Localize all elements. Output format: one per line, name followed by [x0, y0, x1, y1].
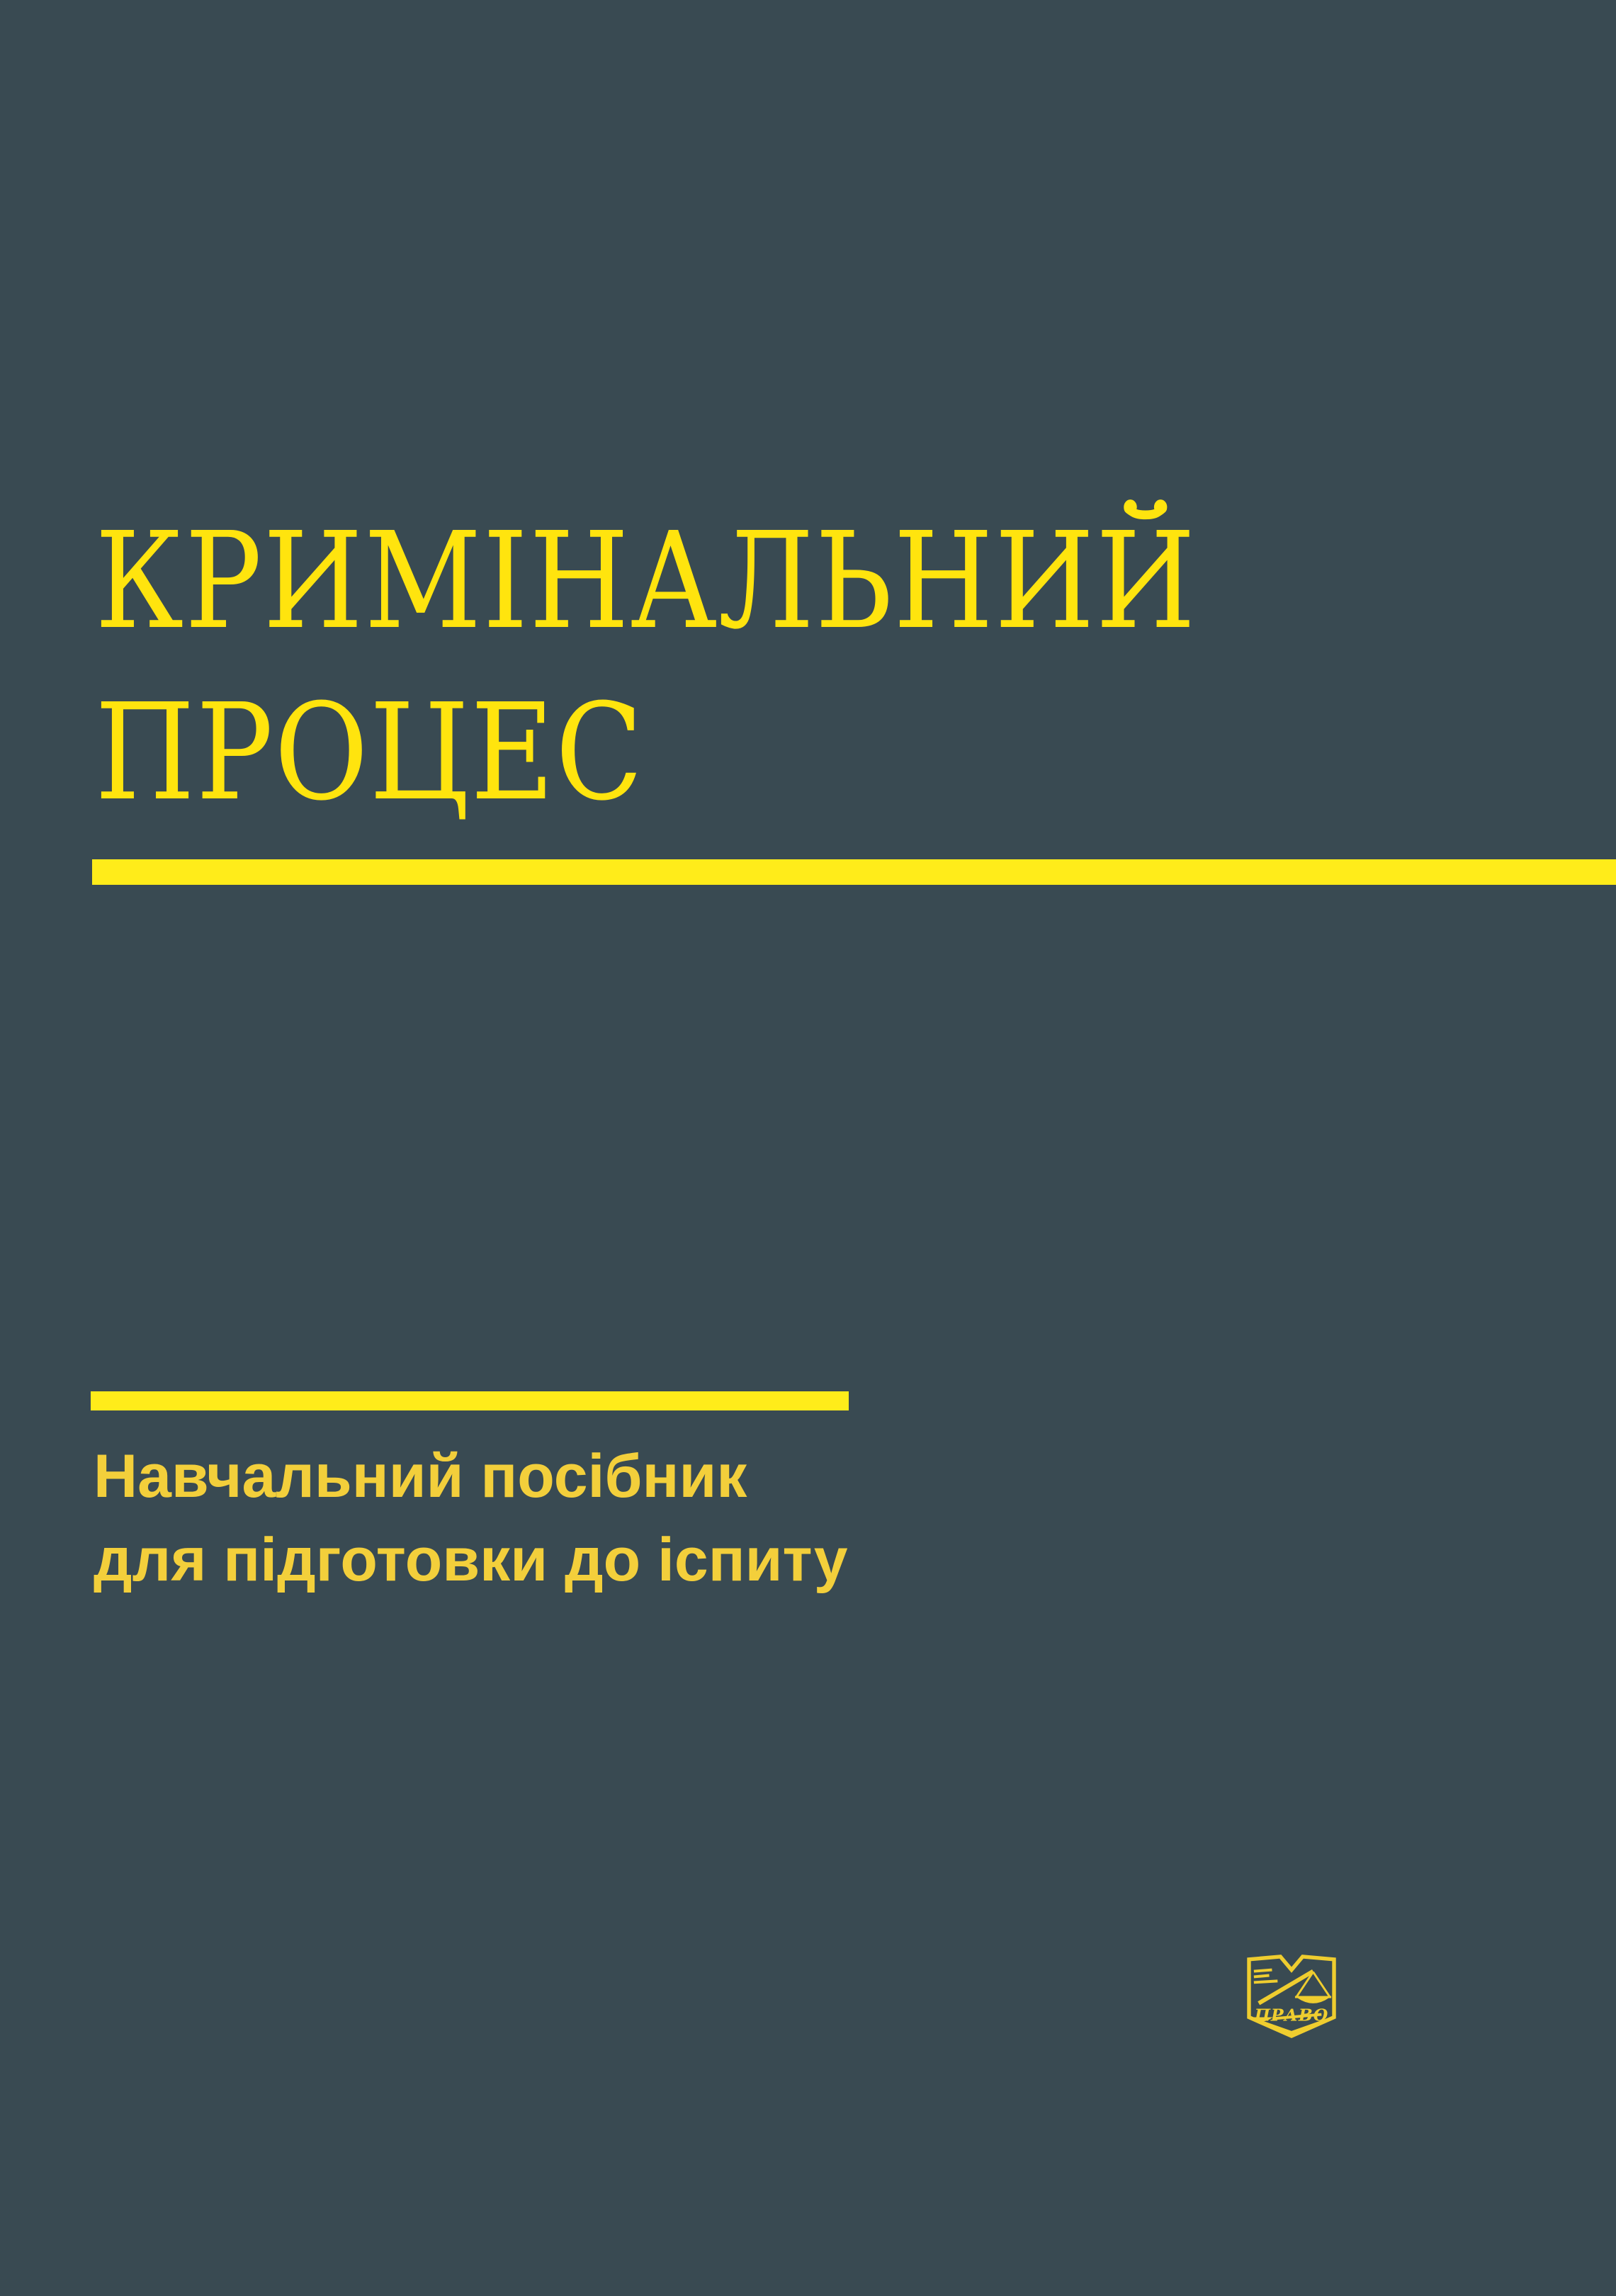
book-title [95, 496, 1197, 839]
pravo-emblem-icon [1242, 1953, 1341, 2040]
publisher-logo [1242, 1953, 1341, 2040]
subtitle-line-1: Навчальний посібник [94, 1442, 747, 1510]
title-line-1: КРИМІНАЛЬНИЙ [95, 504, 1197, 659]
title-line-2: ПРОЦЕС [95, 675, 645, 830]
text-lines-icon [1254, 1970, 1277, 1983]
book-subtitle [94, 1435, 848, 1602]
subtitle-rule-bar [91, 1391, 849, 1410]
subtitle-line-2: для підготовки до іспиту [94, 1526, 848, 1594]
logo-wordmark: ПРАВО [1254, 2005, 1329, 2025]
title-rule-bar [92, 859, 1616, 885]
